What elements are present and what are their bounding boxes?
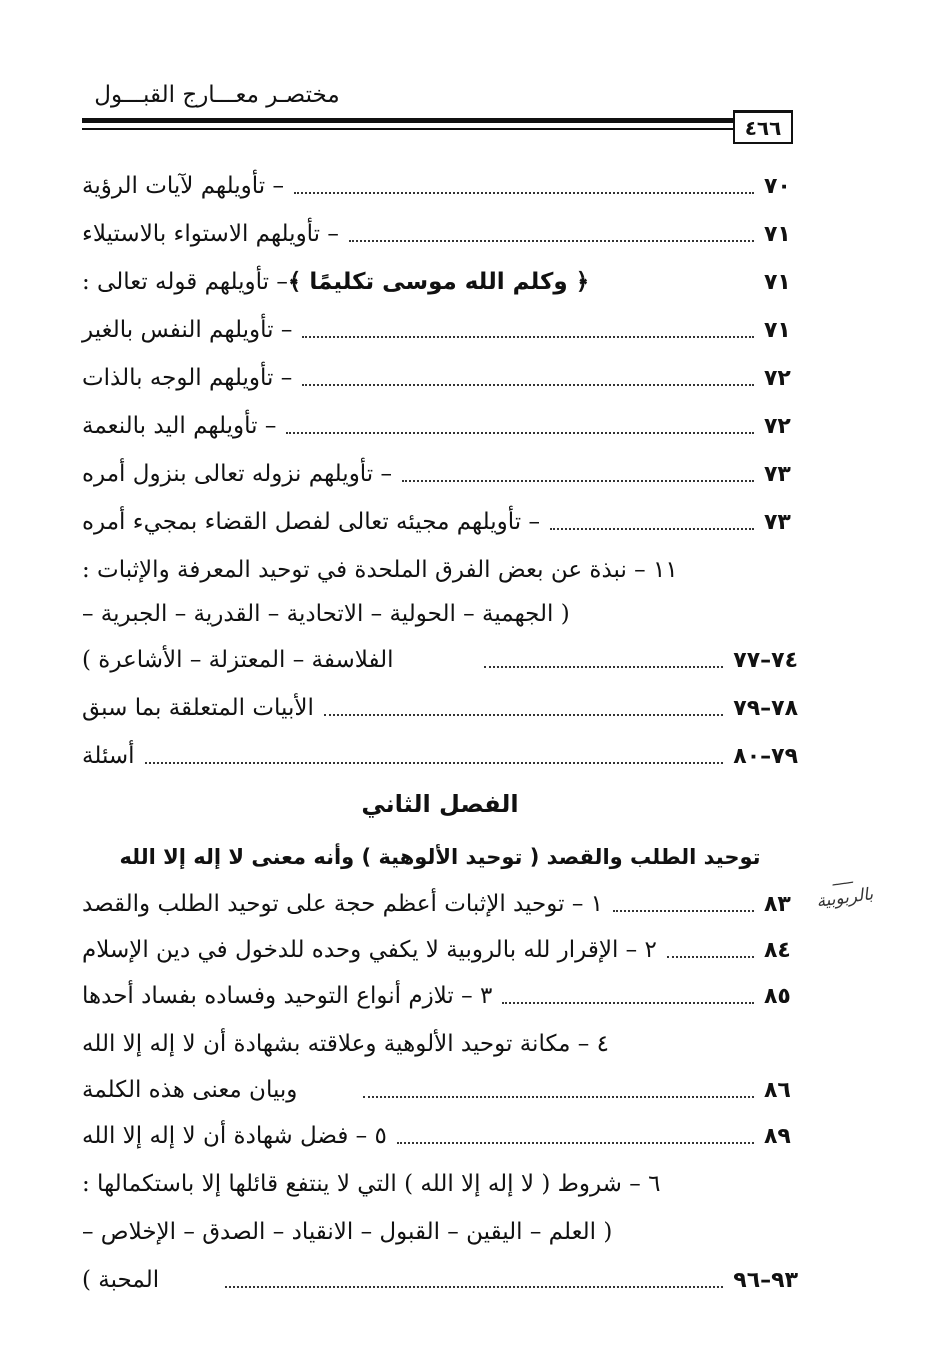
dot-leader <box>397 1142 754 1144</box>
toc-entry-text: المحبة ) <box>82 1267 160 1293</box>
toc-entry <box>82 308 798 352</box>
toc-entry-text: أسئلة <box>82 743 135 769</box>
dot-leader <box>550 528 754 530</box>
header-rule <box>82 118 734 123</box>
toc-entry <box>82 452 798 496</box>
toc-entry-page: ٨٦ <box>764 1077 791 1103</box>
toc-entry <box>82 1162 798 1206</box>
toc-entry-text: ٢ – الإقرار لله بالروبية لا يكفي وحده للدخول في دين الإسلام <box>82 937 657 963</box>
dot-leader <box>613 910 754 912</box>
toc-entry-page: ٧٣ <box>764 509 791 535</box>
toc-entry-page: ٨٣ <box>764 891 791 917</box>
handwritten-margin-note <box>802 867 891 947</box>
toc-entry-page: ٧٣ <box>764 461 791 487</box>
toc-entry <box>82 974 798 1018</box>
toc-entry-page: ٧١ <box>764 269 791 295</box>
toc-entry-page: ٧١ <box>764 317 791 343</box>
toc-entry-text: – تأويلهم لآيات الرؤية <box>82 173 284 199</box>
toc-entry-text: وبيان معنى هذه الكلمة <box>82 1077 298 1103</box>
toc-entry-page: ٧٩–٨٠ <box>733 743 798 769</box>
toc-entry-page: ٧٢ <box>764 413 791 439</box>
toc-entry <box>82 212 798 256</box>
toc-entry-page: ٧٠ <box>764 173 791 199</box>
page-number: ٤٦٦ <box>733 110 793 144</box>
toc-entry-page: ٧٢ <box>764 365 791 391</box>
toc-entry-text: – تأويلهم النفس بالغير <box>82 317 293 343</box>
dot-leader <box>502 1002 754 1004</box>
toc-entry-text: – تأويلهم اليد بالنعمة <box>82 413 277 439</box>
toc-entry-text: ١١ – نبذة عن بعض الفرق الملحدة في توحيد المعرفة والإثبات : <box>82 557 678 583</box>
toc-entry-page: ٨٥ <box>764 983 791 1009</box>
dot-leader <box>324 714 723 716</box>
toc-entry-continuation <box>82 592 798 636</box>
toc-entry-text: – تأويلهم الوجه بالذات <box>82 365 293 391</box>
toc-entry <box>82 548 798 592</box>
toc-entry-text: ١ – توحيد الإثبات أعظم حجة على توحيد الطلب والقصد <box>82 891 604 917</box>
running-header-title: مختصـر معـــارج القبـــول <box>94 82 340 108</box>
dot-leader <box>402 480 754 482</box>
toc-entry-page: ٧٤–٧٧ <box>733 647 798 673</box>
toc-entry-page: ٧١ <box>764 221 791 247</box>
toc-entry-continuation <box>82 638 798 682</box>
toc-entry-continuation <box>82 1258 798 1302</box>
dot-leader <box>484 666 724 668</box>
toc-entry-text: – تأويلهم مجيئه تعالى لفصل القضاء بمجيء أمره <box>82 509 540 535</box>
toc-entry-continuation <box>82 1068 798 1112</box>
toc-entry-text: – تأويلهم الاستواء بالاستيلاء <box>82 221 339 247</box>
margin-note-mark: ـــــ <box>830 870 854 890</box>
margin-note-text: بالربوبية <box>815 884 875 912</box>
dot-leader <box>294 192 754 194</box>
toc-entry-text: الأبيات المتعلقة بما سبق <box>82 695 314 721</box>
toc-entry <box>82 500 798 544</box>
toc-entry-continuation <box>82 1210 798 1254</box>
toc-entry <box>82 404 798 448</box>
dot-leader <box>145 762 724 764</box>
toc-entry <box>82 882 798 926</box>
toc-entry-text: – تأويلهم قوله تعالى : <box>82 269 288 295</box>
toc-entry-text: ٦ – شروط ( لا إله إلا الله ) التي لا ينتفع قائلها إلا باستكمالها : <box>82 1171 661 1197</box>
toc-entry-text: ٣ – تلازم أنواع التوحيد وفساده بفساد أحدها <box>82 983 493 1009</box>
toc-entry-text: ( العلم – اليقين – القبول – الانقياد – الصدق – الإخلاص – <box>82 1219 613 1245</box>
toc-entry-text: ٥ – فضل شهادة أن لا إله إلا الله <box>82 1123 387 1149</box>
toc-entry <box>82 734 798 778</box>
toc-entry <box>82 686 798 730</box>
toc-entry-text: – تأويلهم نزوله تعالى بنزول أمره <box>82 461 393 487</box>
toc-entry-text: الفلاسفة – المعتزلة – الأشاعرة ) <box>82 647 394 673</box>
toc-entry-page: ٧٨–٧٩ <box>733 695 798 721</box>
dot-leader <box>225 1286 723 1288</box>
dot-leader <box>302 336 754 338</box>
quranic-verse: ﴿ وكلم الله موسى تكليمًا ﴾ <box>287 269 590 295</box>
header-rule-thin <box>82 128 734 130</box>
toc-entry <box>82 356 798 400</box>
toc-entry-page: ٩٣–٩٦ <box>733 1267 798 1293</box>
toc-entry-text: ٤ – مكانة توحيد الألوهية وعلاقته بشهادة أن لا إله إلا الله <box>82 1031 609 1057</box>
dot-leader <box>286 432 754 434</box>
toc-entry-text: ( الجهمية – الحولية – الاتحادية – القدرية – الجبرية – <box>82 601 570 627</box>
toc-entry <box>82 928 798 972</box>
toc-entry-page: ٨٤ <box>764 937 791 963</box>
dot-leader <box>349 240 754 242</box>
toc-entry <box>82 1022 798 1066</box>
chapter-title: الفصل الثاني <box>361 790 519 818</box>
dot-leader <box>667 956 754 958</box>
dot-leader <box>302 384 754 386</box>
toc-entry <box>82 260 798 304</box>
toc-entry-page: ٨٩ <box>764 1123 791 1149</box>
toc-entry <box>82 164 798 208</box>
chapter-subtitle: توحيد الطلب والقصد ( توحيد الألوهية ) وأنه معنى لا إله إلا الله <box>119 845 761 869</box>
toc-entry <box>82 1114 798 1158</box>
dot-leader <box>363 1096 754 1098</box>
